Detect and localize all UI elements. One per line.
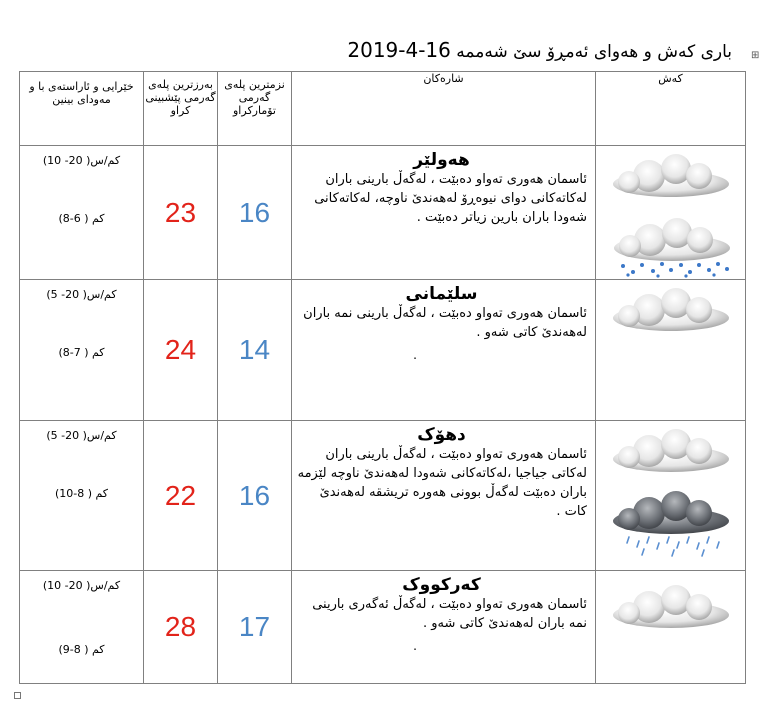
rain-cloud-icon [601,491,741,561]
table-row [20,571,746,684]
low-temp-cell [218,280,292,421]
high-temp-cell [144,146,218,280]
high-temp-cell [144,280,218,421]
wind-speed: (5 -20 )کم/س [46,429,117,442]
visibility: (8-7 ) کم [58,346,105,359]
high-temp-cell [144,571,218,684]
wind-speed: (10 -20 )کم/س [42,154,121,167]
visibility: (9-8 ) کم [58,643,105,656]
low-temp-cell [218,146,292,280]
wind-speed: (5 -20 )کم/س [46,288,117,301]
wind-cell [20,571,144,684]
city-name: هەولێر [413,150,470,170]
low-temp: 17 [238,611,271,642]
city-cell [292,571,596,684]
wind-cell [20,146,144,280]
weather-icons-cell [596,421,746,571]
city-description: ئاسمان هەوری تەواو دەبێت ، لەگەڵ بارینی باران لەکاتی جیاجیا ،لەکاتەکانی شەودا لەهەندێ ناوچە لێزمە باران دەبێت لەگەڵ بوونی هەورە تریشقە لەهەندێ کات . [297,447,587,519]
weather-icons-cell [596,146,746,280]
city-description: ئاسمان هەوری تەواو دەبێت ، لەگەڵ بارینی نمە باران لەهەندێ کاتی شەو . [303,306,587,340]
wind-cell [20,280,144,421]
title-text: باری کەش و هەوای ئەمڕۆ سێ شەممە [456,42,732,62]
visibility: (8-6 ) کم [58,212,105,225]
table-row [20,280,746,421]
table-row [20,421,746,571]
snow-cloud-icon [598,218,744,278]
city-cell [292,280,596,421]
trailing-mark: . [413,348,417,362]
visibility: (10-8 ) کم [54,487,109,500]
low-temp-cell [218,571,292,684]
table-row [20,146,746,280]
city-description: ئاسمان هەوری تەواو دەبێت ، لەگەڵ بارینی باران لەکاتەکانی دوای نیوەڕۆ لەهەندێ ناوچە، لەکاتەکانی شەودا باران بارین زیاتر دەبێت . [314,172,587,225]
high-temp: 24 [164,334,197,365]
cloud-icon [601,154,741,200]
trailing-mark: . [413,639,417,653]
low-temp: 16 [238,196,271,228]
city-cell [292,421,596,571]
cloud-icon [601,585,741,631]
high-temp: 23 [164,196,197,228]
city-name: کەرکووک [402,575,481,595]
cloud-icon [601,288,741,334]
header-wind: خێرایی و ئاراستەی با و مەودای بینین [20,72,144,146]
header-city: شارەکان [292,72,596,146]
end-of-table-mark [14,692,21,699]
city-name: دهۆک [417,425,466,445]
header-low-temp: نزمترین پلەی گەرمی تۆمارکراو [218,72,292,146]
table-anchor-icon[interactable]: ⊞ [751,50,760,61]
city-cell [292,146,596,280]
low-temp-cell [218,421,292,571]
city-name: سلێمانی [405,284,478,304]
wind-cell [20,421,144,571]
high-temp: 28 [164,611,197,642]
cloud-icon [601,429,741,475]
header-row [20,72,746,146]
weather-icons-cell [596,280,746,421]
title-date: 2019-4-16 [347,38,451,62]
city-description: ئاسمان هەوری تەواو دەبێت ، لەگەڵ ئەگەری بارینی نمە باران لەهەندێ کاتی شەو . [312,597,587,631]
weather-icons-cell [596,571,746,684]
low-temp: 14 [238,334,271,365]
page-title [341,38,732,62]
high-temp: 22 [164,479,197,511]
low-temp: 16 [238,479,271,511]
wind-speed: (10 -20 )کم/س [42,579,121,592]
high-temp-cell [144,421,218,571]
header-weather: کەش [596,72,746,146]
weather-table [19,71,746,684]
header-high-temp: بەرزترین پلەی گەرمی پێشبینی کراو [144,72,218,146]
